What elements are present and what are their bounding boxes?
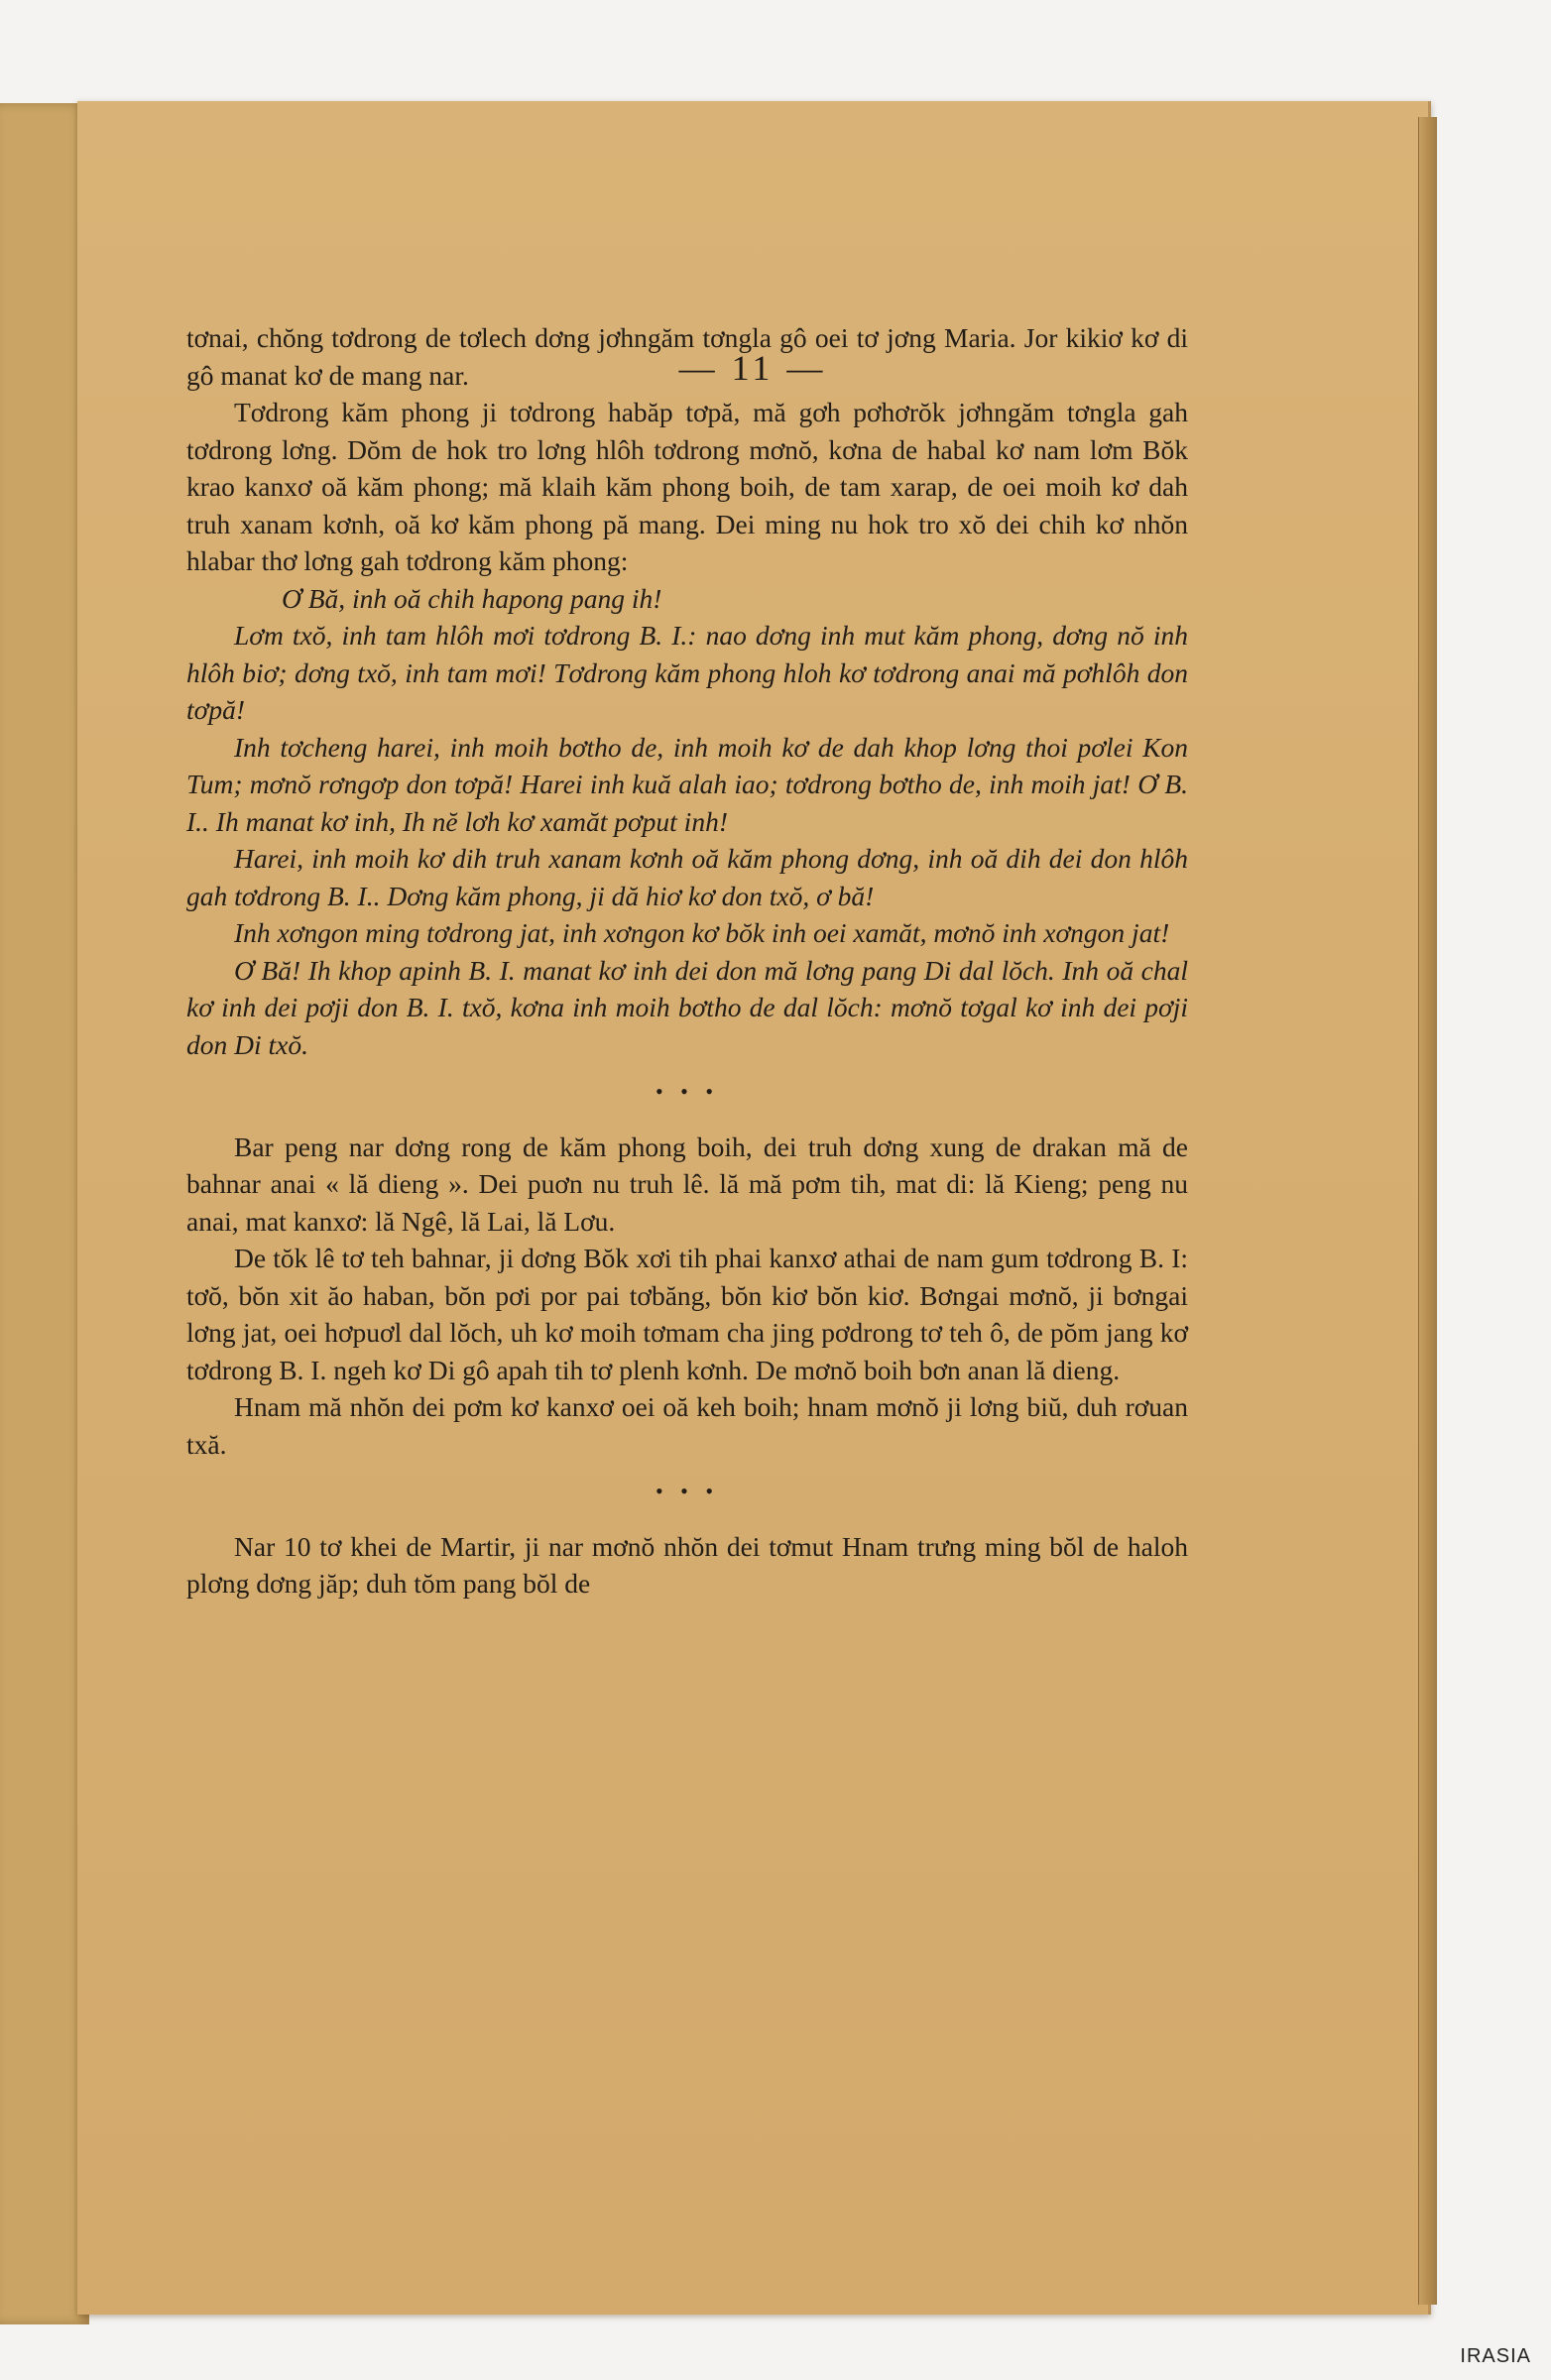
paragraph: Bar peng nar dơng rong de kăm phong boih, dei truh dơng xung de drakan mă de bahnar anai « lă dieng ». Dei puơn nu truh lê. lă mă pơm tih, mat di: lă Kieng; peng nu anai, mat kanxơ: lă Ngê, lă Lai, lă Lơu. xyxy=(186,1130,1188,1237)
prayer-paragraph: Harei, inh moih kơ dih truh xanam kơnh oă kăm phong dơng, inh oă dih dei don hlôh gah tơdrong B. I.. Dơng kăm phong, ji dă hiơ kơ don txŏ, ơ bă! xyxy=(186,843,1188,911)
paragraph: De tŏk lê tơ teh bahnar, ji dơng Bŏk xơi tih phai kanxơ athai de nam gum tơdrong B. I: tơŏ, bŏn xit ăo haban, bŏn pơi por pai tơbăng, bŏn kiơ bŏn kiơ. Bơngai mơnŏ, ji bơngai lơng jat, oei hơpuơl dal lŏch, uh kơ moih tơmam cha jing pơdrong tơ teh ô, de pŏm jang kơ tơdrong B. I. ngeh kơ Di gô apah tih tơ plenh kơnh. De mơnŏ boih bơn anan lă dieng. xyxy=(186,1243,1188,1385)
archive-credit: IRASIA xyxy=(1460,2345,1531,2367)
page-number: — 11 — xyxy=(678,348,827,388)
page-stack-edge xyxy=(1418,117,1437,2305)
prayer-paragraph: Ơ Bă! Ih khop apinh B. I. manat kơ inh dei don mă lơng pang Di dal lŏch. Inh oă chal kơ inh dei pơji don B. I. txŏ, kơna inh moih bơtho de dal lŏch: mơnŏ tơgal kơ inh dei pơji don Di txŏ. xyxy=(186,954,1188,1060)
paragraph: Nar 10 tơ khei de Martir, ji nar mơnŏ nhŏn dei tơmut Hnam trưng ming bŏl de haloh plơng dơng jăp; duh tŏm pang bŏl de xyxy=(186,1530,1188,1599)
paragraph: tơnai, chŏng tơdrong de tơlech dơng jơhngăm tơngla gô oei tơ jơng Maria. Jor kikiơ kơ di gô manat kơ de mang nar. xyxy=(186,322,1188,391)
prayer-letter xyxy=(186,580,1188,1064)
prayer-paragraph: Lơm txŏ, inh tam hlôh mơi tơdrong B. I.: nao dơng inh mut kăm phong, dơng nŏ inh hlôh biơ; dơng txŏ, inh tam mơi! Tơdrong kăm phong hloh kơ tơdrong anai mă pơhlôh don tơpă! xyxy=(186,620,1188,725)
prayer-paragraph: Inh tơcheng harei, inh moih bơtho de, inh moih kơ de dah khop lơng thoi pơlei Kon Tum; mơnŏ rơngơp don tơpă! Harei inh kuă alah iao; tơdrong bơtho de, inh moih jat! Ơ B. I.. Ih manat kơ inh, Ih nĕ lơh kơ xamăt pơput inh! xyxy=(186,731,1188,837)
paragraph: Hnam mă nhŏn dei pơm kơ kanxơ oei oă keh boih; hnam mơnŏ ji lơng biŭ, duh rơuan txă. xyxy=(186,1391,1188,1460)
facing-page-edge xyxy=(0,103,89,2324)
prayer-paragraph: Inh xơngon ming tơdrong jat, inh xơngon kơ bŏk inh oei xamăt, mơnŏ inh xơngon jat! xyxy=(234,917,1170,948)
body-text xyxy=(186,319,1188,1603)
section-separator: • • • xyxy=(655,1079,720,1104)
prayer-paragraph: Ơ Bă, inh oă chih hapong pang ih! xyxy=(282,582,662,614)
section-separator: • • • xyxy=(655,1479,720,1503)
paragraph: Tơdrong kăm phong ji tơdrong habăp tơpă, mă gơh pơhơrŏk jơhngăm tơngla gah tơdrong lơng. Dŏm de hok tro lơng hlôh tơdrong mơnŏ, kơna de habal kơ nam lơm Bŏk krao kanxơ oă kăm phong; mă klaih kăm phong boih, de tam xarap, de oei moih kơ dah truh xanam kơnh, oă kơ kăm phong pă mang. Dei ming nu hok tro xŏ dei chih kơ nhŏn hlabar thơ lơng gah tơdrong kăm phong: xyxy=(186,397,1188,576)
